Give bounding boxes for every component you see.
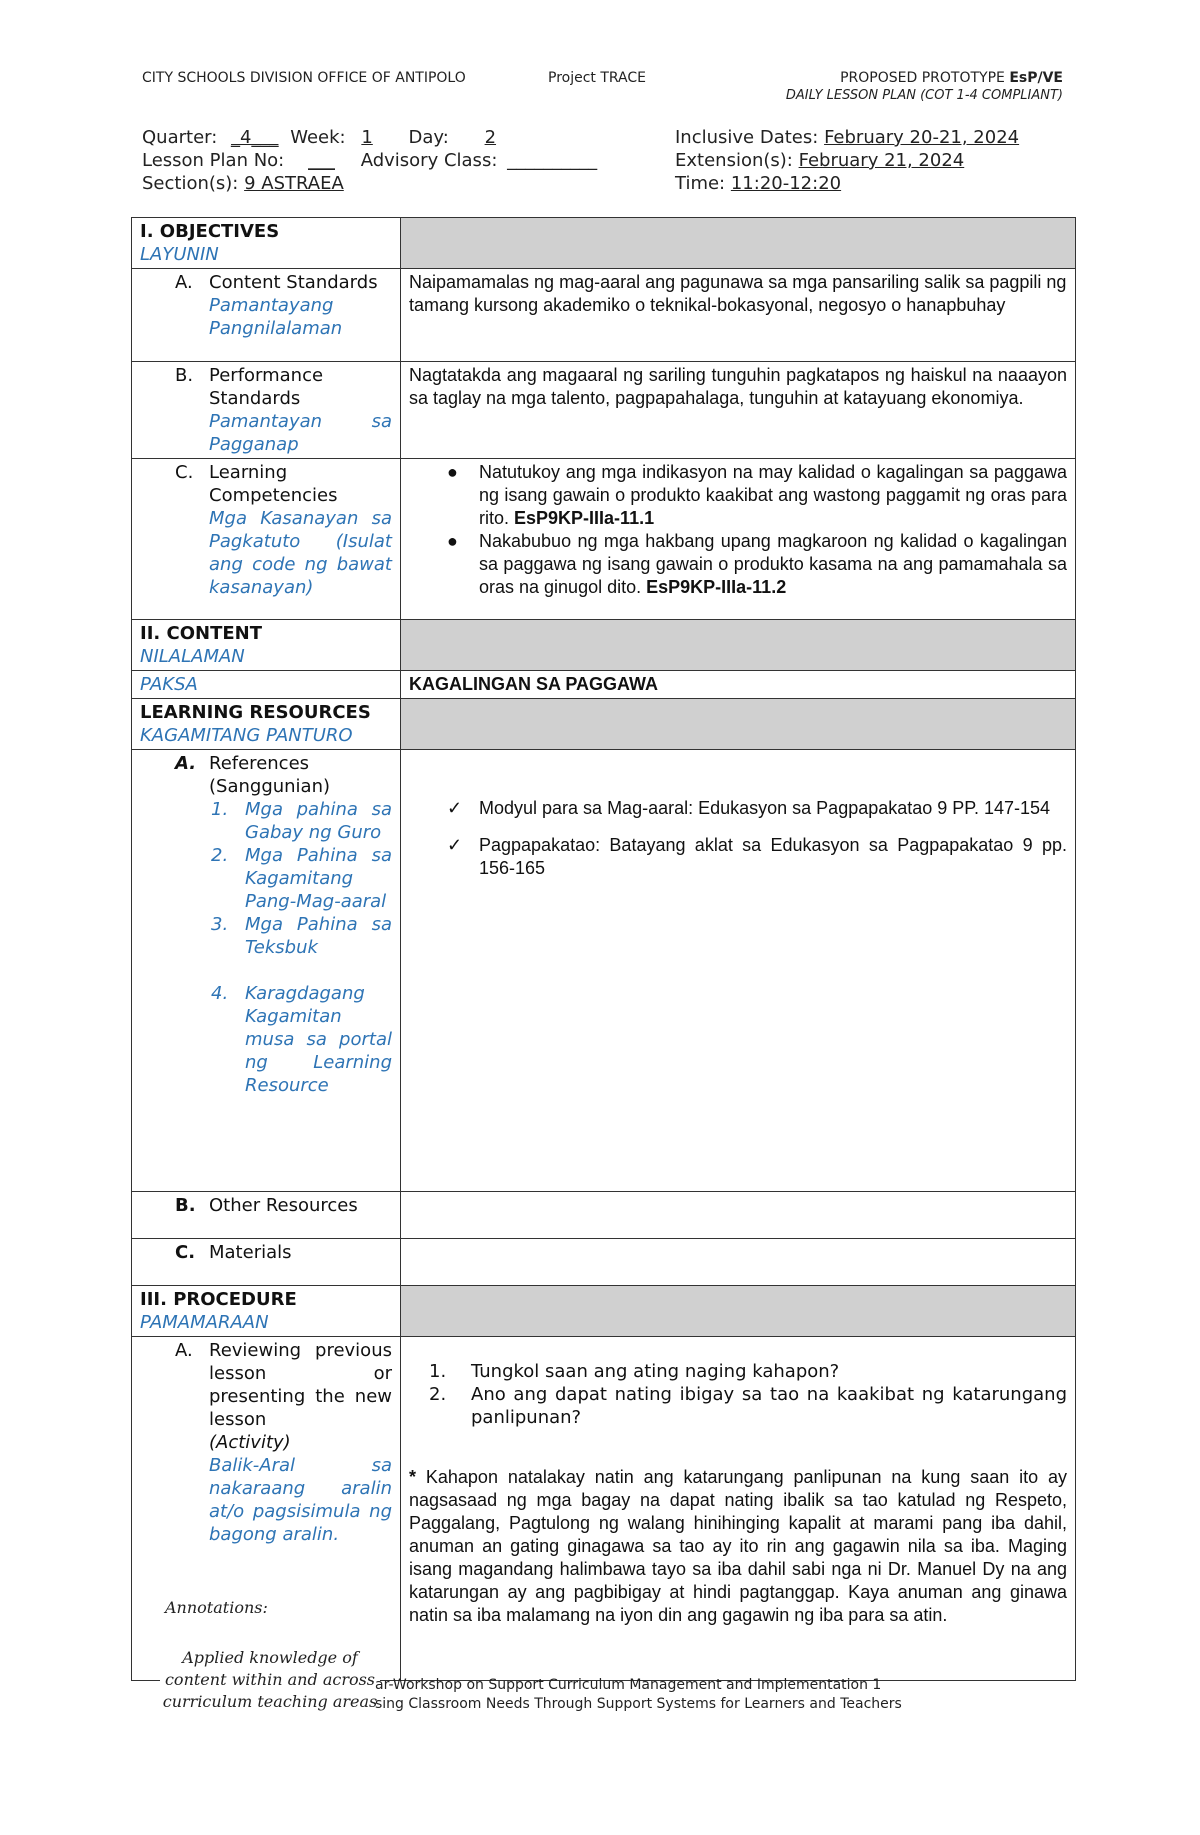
review-question-text: Ano ang dapat nating ibigay sa tao na kaakibat ng katarungang panlipunan? — [471, 1384, 1067, 1428]
paksa-label-cell — [132, 671, 401, 699]
meta-row-lesson — [142, 149, 597, 172]
content-standards-item — [140, 271, 392, 340]
content-header-cell — [132, 620, 401, 671]
reference-sub-text: Mga Pahina sa Teksbuk — [245, 914, 392, 958]
footer-line-1: ar-Workshop on Support Curriculum Management and Implementation 1 — [375, 1677, 882, 1693]
reference-sub-num: 2. — [211, 845, 229, 866]
review-letter: A. — [175, 1340, 193, 1361]
day-value: 2 — [484, 127, 497, 148]
references-gap — [409, 820, 1067, 834]
reference-sub-item — [211, 982, 392, 1097]
content-header-fill — [401, 620, 1076, 671]
content-standards-letter: A. — [175, 272, 193, 293]
objectives-header-cell — [132, 218, 401, 269]
resources-header-fill — [401, 699, 1076, 750]
paksa-cell — [401, 671, 1076, 699]
review-label: Reviewing previous lesson or presenting the new lesson — [209, 1340, 392, 1430]
lesson-plan-value: ___ — [307, 150, 335, 171]
learning-competencies-label-fil: Mga Kasanayan sa Pagkatuto (Isulat ang code ng bawat kasanayan) — [209, 508, 392, 598]
annotations-body: Applied knowledge of content within and across curriculum teaching areas — [160, 1647, 380, 1713]
learning-competencies-item — [140, 461, 392, 599]
lesson-plan-label: Lesson Plan No: — [142, 150, 285, 171]
review-row — [132, 1337, 1076, 1681]
resources-title: LEARNING RESOURCES — [140, 702, 371, 723]
procedure-title: III. PROCEDURE — [140, 1289, 297, 1310]
performance-standards-row — [132, 362, 1076, 459]
materials-label: Materials — [209, 1242, 292, 1263]
references-spacer — [409, 752, 1067, 797]
materials-label-cell — [132, 1239, 401, 1286]
content-standards-label-fil: Pamantayang Pangnilalaman — [209, 295, 343, 339]
learning-competencies-letter: C. — [175, 462, 194, 483]
resources-header-cell — [132, 699, 401, 750]
reference-entry — [447, 797, 1067, 820]
review-note — [409, 1466, 1067, 1627]
section-label: Section(s): — [142, 173, 239, 194]
meta-row-quarter — [142, 126, 597, 149]
references-sub-list — [211, 798, 392, 1097]
review-note-text: Kahapon natalakay natin ang katarungang panlipunan na kung saan ito ay nagsasaad ng mga bagay na dapat nating ibalik sa tao katulad ng Respeto, Paggalang, Pagtulong ng walang hinihinging kapalit at marami pang iba dahil, anuman an gating ginagawa sa tao ay ito rin ang gagawin nila sa iba. Maging isang magandang halimbawa tayo sa iba dahil sabi nga ni Dr. Manuel Dy na ang katarungan ay ang pagbibigay at hindi pagtanggap. Kaya anuman ang ginawa natin sa iba malamang na iyon din ang gagawin ng iba para sa atin. — [409, 1467, 1067, 1625]
materials-cell — [401, 1239, 1076, 1286]
office-name: CITY SCHOOLS DIVISION OFFICE OF ANTIPOLO — [142, 70, 466, 86]
performance-standards-letter: B. — [175, 365, 194, 386]
competency-item — [447, 461, 1067, 530]
review-item — [140, 1339, 392, 1546]
reference-entry-text: Pagpapakatao: Batayang aklat sa Edukasyon sa Pagpapakatao 9 pp. 156-165 — [479, 835, 1067, 878]
objectives-title: I. OBJECTIVES — [140, 221, 280, 242]
competency-text-wrap — [479, 530, 1067, 599]
competency-code: EsP9KP-IIIa-11.2 — [646, 577, 787, 597]
review-question-text: Tungkol saan ang ating naging kahapon? — [471, 1361, 840, 1382]
advisory-value: __________ — [507, 150, 598, 171]
dates-value: February 20-21, 2024 — [824, 127, 1020, 148]
lesson-meta-right — [675, 126, 1019, 195]
reference-sub-item — [211, 798, 392, 844]
reference-entry-text: Modyul para sa Mag-aaral: Edukasyon sa Pagpapakatao 9 PP. 147-154 — [479, 798, 1051, 818]
competency-item — [447, 530, 1067, 599]
paksa-value: KAGALINGAN SA PAGGAWA — [409, 674, 659, 694]
resources-header-row — [132, 699, 1076, 750]
procedure-header-row — [132, 1286, 1076, 1337]
performance-standards-cell — [401, 362, 1076, 459]
lesson-plan-table — [131, 217, 1076, 1681]
content-standards-text: Naipamamalas ng mag-aaral ang pagunawa sa mga pansariling salik sa pagpili ng tamang kursong akademiko o teknikal-bokasyonal, negosyo o hanapbuhay — [409, 272, 1067, 315]
competency-code: EsP9KP-IIIa-11.1 — [514, 508, 655, 528]
objectives-header-row — [132, 218, 1076, 269]
week-label: Week: — [290, 127, 346, 148]
performance-standards-item — [140, 364, 392, 456]
objectives-header-fill — [401, 218, 1076, 269]
subject-code: EsP/VE — [1009, 70, 1063, 86]
lesson-meta-left — [142, 126, 597, 195]
review-question-num: 2. — [429, 1384, 447, 1405]
dates-label: Inclusive Dates: — [675, 127, 819, 148]
learning-competencies-text-block — [209, 461, 392, 599]
learning-competencies-cell — [401, 459, 1076, 620]
content-header-row — [132, 620, 1076, 671]
checkmark-icon: ✓ — [447, 835, 463, 855]
bullet-icon: ● — [447, 462, 458, 482]
meta-row-section — [142, 172, 597, 195]
reference-sub-text: Karagdagang Kagamitan musa sa portal ng Learning Resource — [245, 983, 392, 1096]
plan-subtitle: DAILY LESSON PLAN (COT 1-4 COMPLIANT) — [785, 88, 1063, 103]
reference-sub-item — [211, 913, 392, 959]
competency-text-wrap — [479, 461, 1067, 530]
materials-item — [140, 1241, 392, 1264]
extension-label: Extension(s): — [675, 150, 793, 171]
meta-row-extension — [675, 149, 1019, 172]
content-title: II. CONTENT — [140, 623, 262, 644]
time-label: Time: — [675, 173, 726, 194]
review-question — [429, 1383, 1067, 1429]
quarter-label: Quarter: — [142, 127, 218, 148]
other-resources-label-cell — [132, 1192, 401, 1239]
review-question — [429, 1360, 1067, 1383]
quarter-value: _4___ — [231, 127, 279, 148]
paksa-label: PAKSA — [140, 674, 198, 695]
extension-value: February 21, 2024 — [798, 150, 965, 171]
learning-competencies-label-cell — [132, 459, 401, 620]
objectives-title-fil: LAYUNIN — [140, 244, 219, 265]
references-label-cell — [132, 750, 401, 1192]
performance-standards-label-fil: Pamantayan sa Pagganap — [209, 411, 392, 455]
reference-entry — [447, 834, 1067, 880]
review-spacer — [409, 1339, 1067, 1360]
annotations-title: Annotations: — [165, 1598, 268, 1617]
day-label: Day: — [408, 127, 449, 148]
other-resources-item — [140, 1194, 392, 1217]
content-standards-cell — [401, 269, 1076, 362]
paksa-row — [132, 671, 1076, 699]
content-standards-text-block — [209, 271, 392, 340]
materials-letter: C. — [175, 1242, 196, 1263]
review-note-star: * — [409, 1467, 417, 1487]
bullet-icon: ● — [447, 531, 458, 551]
performance-standards-label: Performance Standards — [209, 365, 324, 409]
content-standards-label-cell — [132, 269, 401, 362]
reference-sub-num: 3. — [211, 914, 229, 935]
procedure-title-fil: PAMAMARAAN — [140, 1312, 269, 1333]
performance-standards-text-block — [209, 364, 392, 456]
other-resources-label: Other Resources — [209, 1195, 358, 1216]
performance-standards-text: Nagtatakda ang magaaral ng sariling tunguhin pagkatapos ng haiskul na naaayon sa taglay na mga talento, pagpapahalaga, tunguhin at katayuang ekonomiya. — [409, 365, 1067, 408]
meta-row-dates — [675, 126, 1019, 149]
procedure-header-cell — [132, 1286, 401, 1337]
reference-sub-num: 1. — [211, 799, 229, 820]
content-title-fil: NILALAMAN — [140, 646, 245, 667]
competency-text: Nakabubuo ng mga hakbang upang magkaroon ng kalidad o kagalingan sa paggawa ng isang gawain o produkto kasama na ang pamamahala sa oras na ginugol dito. — [479, 531, 1067, 597]
review-label-fil: Balik-Aral sa nakaraang aralin at/o pagsisimula ng bagong aralin. — [209, 1455, 392, 1545]
prototype-text: PROPOSED PROTOTYPE — [840, 70, 1010, 86]
resources-title-fil: KAGAMITANG PANTURO — [140, 725, 353, 746]
references-item — [140, 752, 392, 798]
week-value: 1 — [361, 127, 373, 148]
time-value: 11:20-12:20 — [730, 173, 842, 194]
advisory-label: Advisory Class: — [360, 150, 498, 171]
other-resources-cell — [401, 1192, 1076, 1239]
review-activity: (Activity) — [209, 1432, 291, 1453]
review-label-cell — [132, 1337, 401, 1681]
references-label: References (Sanggunian) — [209, 753, 331, 797]
learning-competencies-row — [132, 459, 1076, 620]
materials-row — [132, 1239, 1076, 1286]
checkmark-icon: ✓ — [447, 798, 463, 818]
competency-text: Natutukoy ang mga indikasyon na may kalidad o kagalingan sa paggawa ng isang gawain o produkto kaakibat ang wastong paggamit ng oras para rito. — [479, 462, 1067, 528]
references-cell — [401, 750, 1076, 1192]
footer-line-2: sing Classroom Needs Through Support Systems for Learners and Teachers — [375, 1696, 902, 1712]
review-text-block — [209, 1339, 392, 1546]
procedure-header-fill — [401, 1286, 1076, 1337]
review-gap — [409, 1429, 1067, 1466]
review-question-num: 1. — [429, 1361, 447, 1382]
prototype-label — [840, 70, 1063, 86]
references-letter: A. — [175, 753, 197, 774]
content-standards-label: Content Standards — [209, 272, 378, 293]
page-footer — [375, 1676, 902, 1714]
reference-sub-text: Mga pahina sa Gabay ng Guro — [245, 799, 392, 843]
section-value: 9 ASTRAEA — [244, 173, 344, 194]
other-resources-row — [132, 1192, 1076, 1239]
reference-sub-num: 4. — [211, 983, 229, 1004]
meta-row-time — [675, 172, 1019, 195]
content-standards-row — [132, 269, 1076, 362]
review-cell — [401, 1337, 1076, 1681]
references-row — [132, 750, 1076, 1192]
project-name: Project TRACE — [548, 70, 647, 86]
other-resources-letter: B. — [175, 1195, 196, 1216]
learning-competencies-label: Learning Competencies — [209, 462, 338, 506]
reference-sub-text: Mga Pahina sa Kagamitang Pang-Mag-aaral — [245, 845, 392, 912]
reference-sub-item — [211, 844, 392, 913]
performance-standards-label-cell — [132, 362, 401, 459]
